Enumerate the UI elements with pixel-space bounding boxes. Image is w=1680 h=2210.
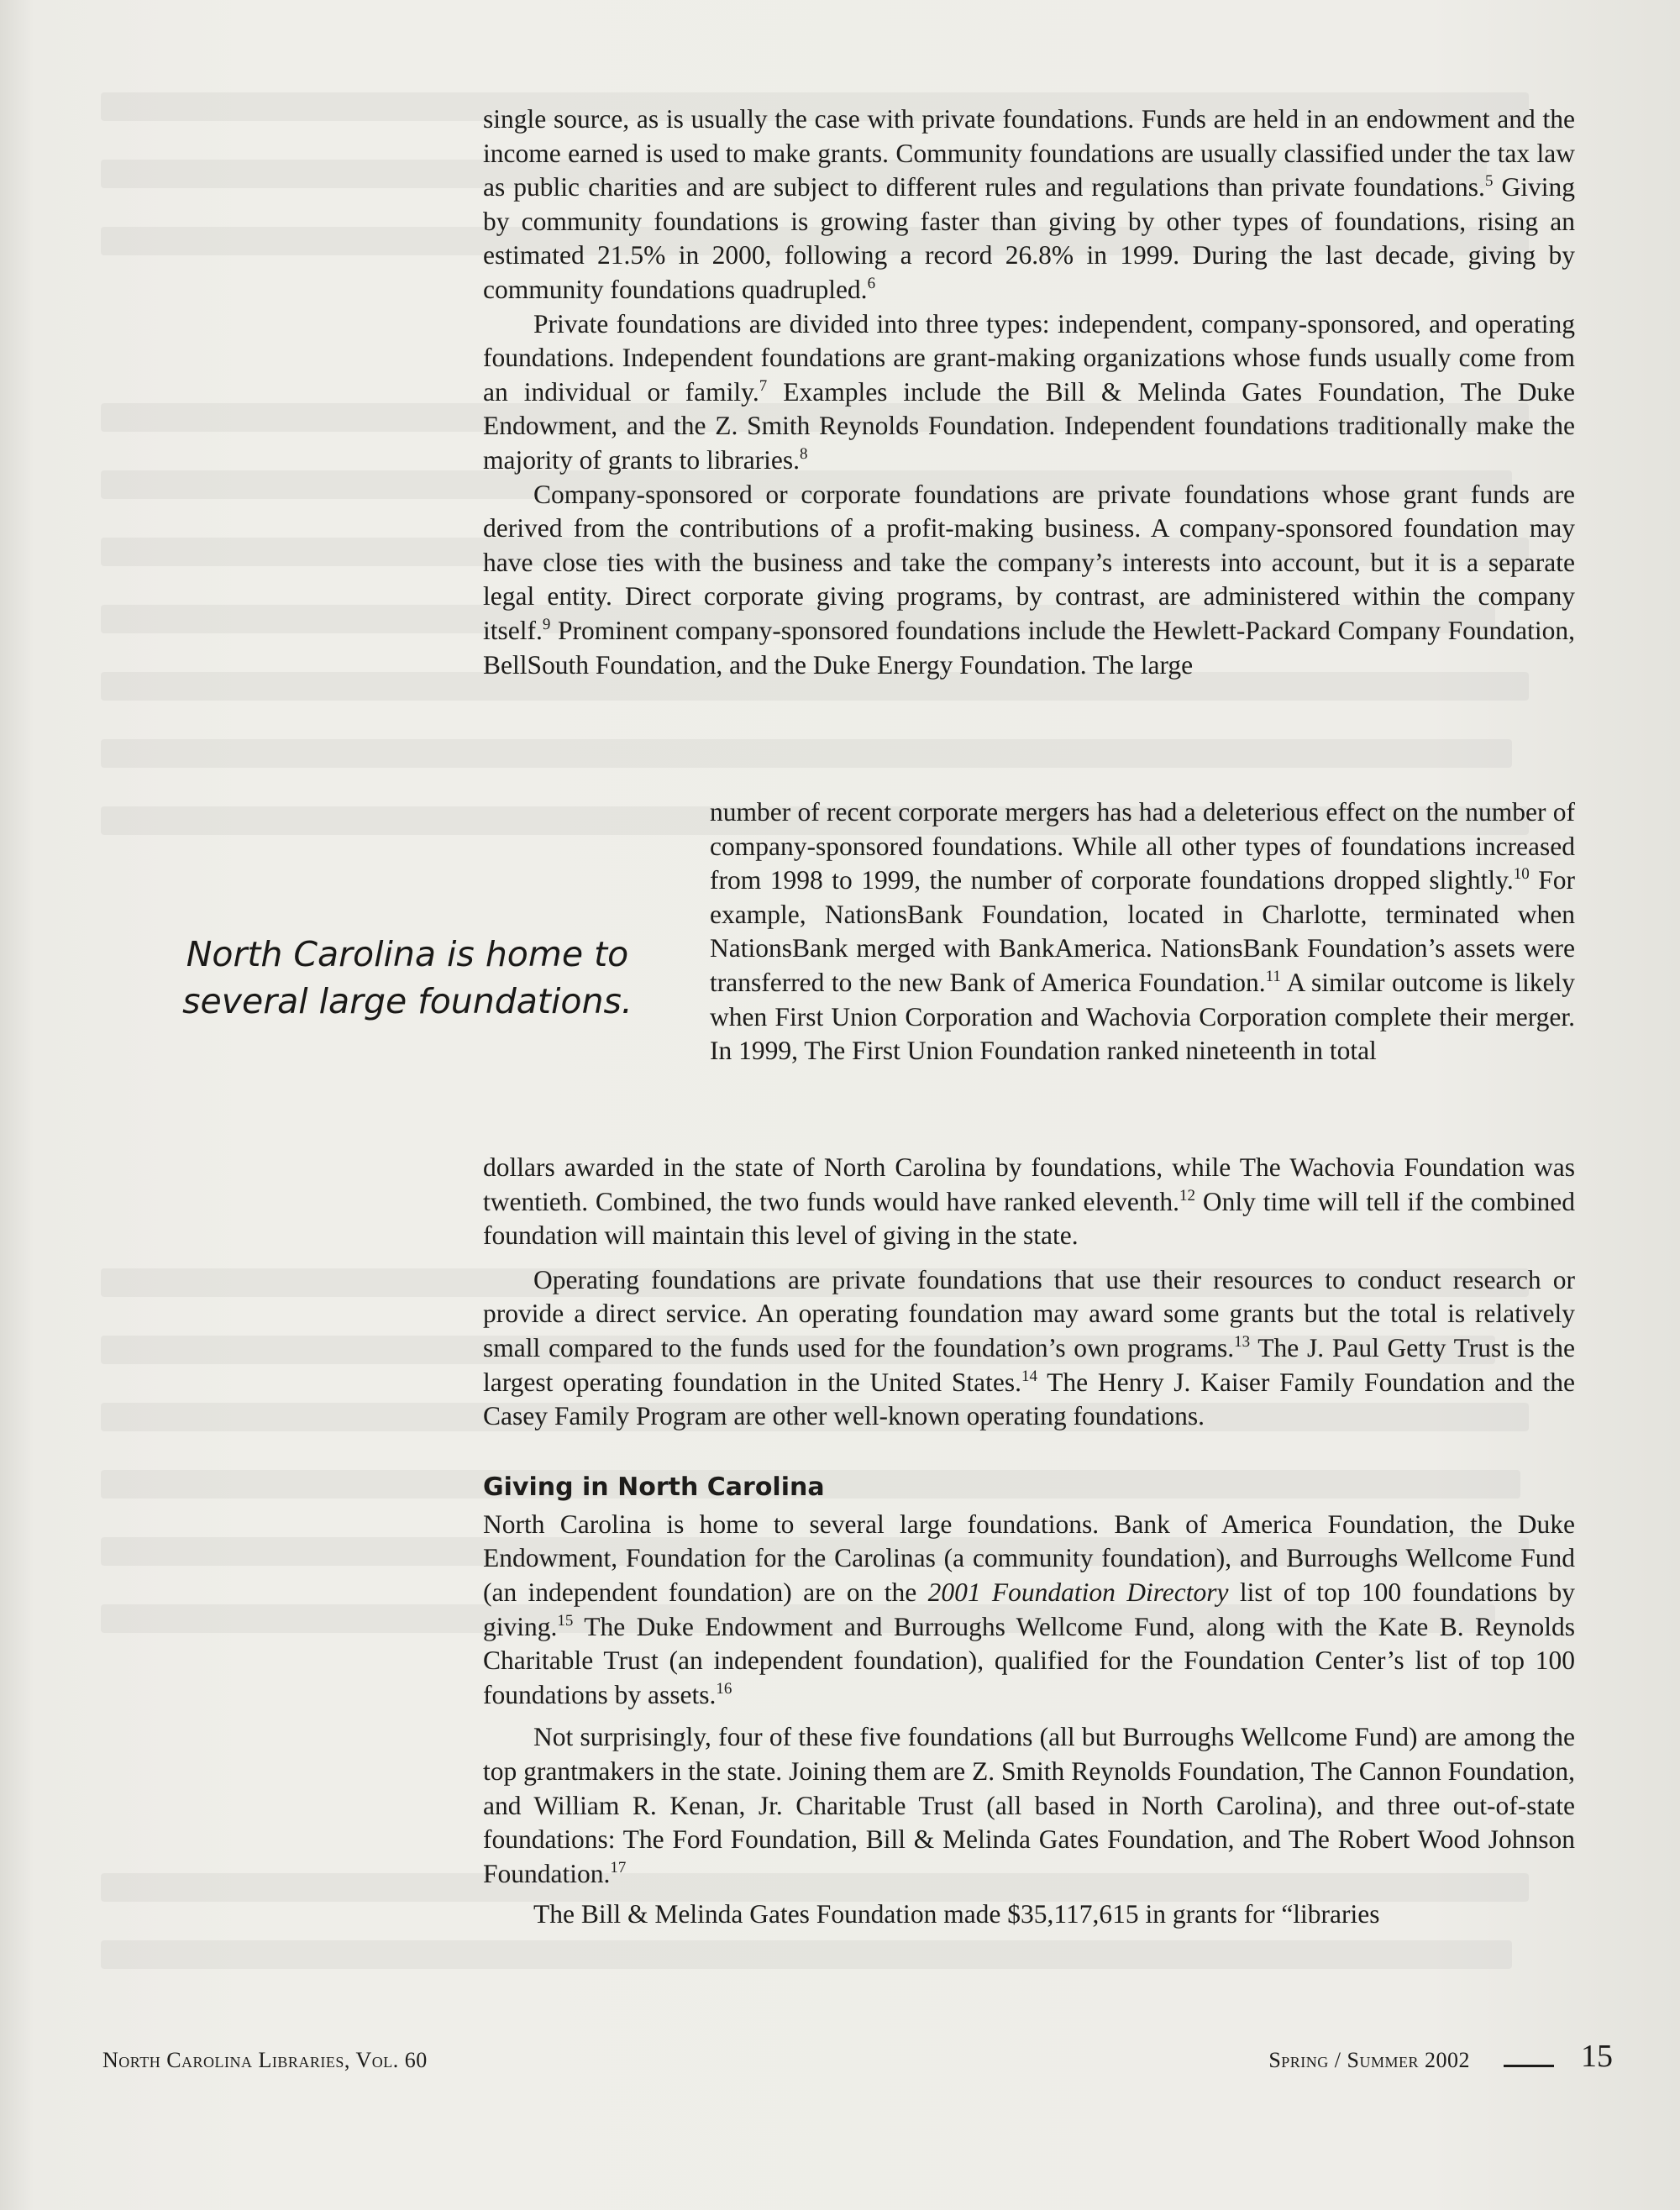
paragraph-nc-foundations: North Carolina is home to several large foundations. Bank of America Foundation, the Duke Endowment, Foundation for the Carolinas (a community foundation), and Burroughs Wellcome Fund (an independent foundation) are on the 2001 Foundation Directory list of top 100 foundations by giving.$^{15}$ The Duke Endowment and Burroughs Wellcome Fund, along with the Kate B. Reynolds Charitable Trust (an independent foundation), qualified for the Foundation Center’s list of top 100 foundations by assets.$^{16}$ <box>483 1509 1575 1709</box>
footnote-ref: 11 <box>1265 967 1281 985</box>
paragraph-gates-grants: The Bill & Melinda Gates Foundation made $35,117,615 in grants for “libraries <box>533 1899 1380 1929</box>
footnote-ref: 13 <box>1234 1332 1251 1351</box>
footnote-ref: 12 <box>1179 1186 1196 1205</box>
footnote-ref: 7 <box>759 376 768 395</box>
footer-dash <box>1504 2065 1554 2067</box>
footnote-ref: 6 <box>867 274 876 292</box>
paragraph-operating-foundations: Operating foundations are private foundations that use their resources to conduct research or provide a direct service. An operating foundation may award some grants but the total is relatively small compared to the funds used for the foundation’s own programs.$^{13}$ The J. Paul Getty Trust is the largest operating foundation in the United States.$^{14}$ The Henry J. Kaiser Family Foundation and the Casey Family Program are other well-known operating foundations. <box>483 1264 1575 1431</box>
footnote-ref: 8 <box>800 444 808 463</box>
article-column-top <box>483 102 1575 682</box>
paragraph-private-foundations: Private foundations are divided into three types: independent, company-sponsored, and operating foundations. Independent foundations are grant-making organizations whose funds usually come from an individual or family.$^7$ Examples include the Bill & Melinda Gates Foundation, The Duke Endowment, and the Z. Smith Reynolds Foundation. Independent foundations traditionally make the majority of grants to libraries.$^8$ <box>483 308 1576 475</box>
paragraph-merger-outcome: dollars awarded in the state of North Carolina by foundations, while The Wachovia Foundation was twentieth. Combined, the two funds would have ranked eleventh.$^{12}$ Only time will tell if the combined foundation will maintain this level of giving in the state. <box>483 1152 1575 1251</box>
page-number: 15 <box>1581 2039 1613 2074</box>
paragraph-corporate-mergers: number of recent corporate mergers has had a deleterious effect on the number of company-sponsored foundations. While all other types of foundations increased from 1998 to 1999, the number of corporate foundations dropped slightly.$^{10}$ For example, NationsBank Foundation, located in Charlotte, terminated when NationsBank merged with BankAmerica. NationsBank Foundation’s assets were transferred to the new Bank of America Foundation.$^{11}$ A similar outcome is likely when First Union Corporation and Wachovia Corporation complete their merger. In 1999, The First Union Foundation ranked nineteenth in total <box>710 797 1575 1066</box>
title-italic: 2001 Foundation Directory <box>927 1577 1229 1607</box>
pull-quote-line-2: several large foundations. <box>182 981 633 1021</box>
pull-quote <box>147 931 668 1025</box>
footer-issue: Spring / Summer 2002 <box>1268 2048 1470 2072</box>
paragraph-corporate-foundations: Company-sponsored or corporate foundations are private foundations whose grant funds are derived from the contributions of a profit-making business. A company-sponsored foundation may have close ties with the business and take the company’s interests into account, but it is a separate legal entity. Direct corporate giving programs, by contrast, are administered within the company itself.$^9$ Prominent company-sponsored foundations include the Hewlett-Packard Company Foundation, BellSouth Foundation, and the Duke Energy Foundation. The large <box>483 479 1575 680</box>
paragraph-community-foundations: single source, as is usually the case with private foundations. Funds are held in an endowment and the income earned is used to make grants. Community foundations are usually classified under the tax law as public charities and are subject to different rules and regulations than private foundations.$^5$ Giving by community foundations is growing faster than giving by other types of foundations, rising an estimated 21.5% in 2000, following a record 26.8% in 1999. During the last decade, giving by community foundations quadrupled.$^6$ <box>483 104 1575 304</box>
footnote-ref: 10 <box>1513 865 1530 884</box>
section-heading: Giving in North Carolina <box>483 1472 825 1502</box>
footnote-ref: 14 <box>1021 1367 1037 1385</box>
paragraph-top-grantmakers: Not surprisingly, four of these five foundations (all but Burroughs Wellcome Fund) are among the top grantmakers in the state. Joining them are Z. Smith Reynolds Foundation, The Cannon Foundation, and William R. Kenan, Jr. Charitable Trust (all based in North Carolina), and three out-of-state foundations: The Ford Foundation, Bill & Melinda Gates Foundation, and The Robert Wood Johnson Foundation.$^{17}$ <box>483 1722 1575 1888</box>
footnote-ref: 9 <box>542 615 551 633</box>
footnote-ref: 15 <box>557 1611 574 1630</box>
footnote-ref: 5 <box>1484 172 1494 191</box>
pull-quote-line-1: North Carolina is home to <box>186 934 629 974</box>
footnote-ref: 17 <box>610 1858 627 1877</box>
footer-publication: North Carolina Libraries, Vol. 60 <box>102 2048 428 2072</box>
footnote-ref: 16 <box>716 1679 732 1698</box>
article-column-wrap <box>710 795 1575 1068</box>
article-column-bottom <box>483 1151 1575 1932</box>
